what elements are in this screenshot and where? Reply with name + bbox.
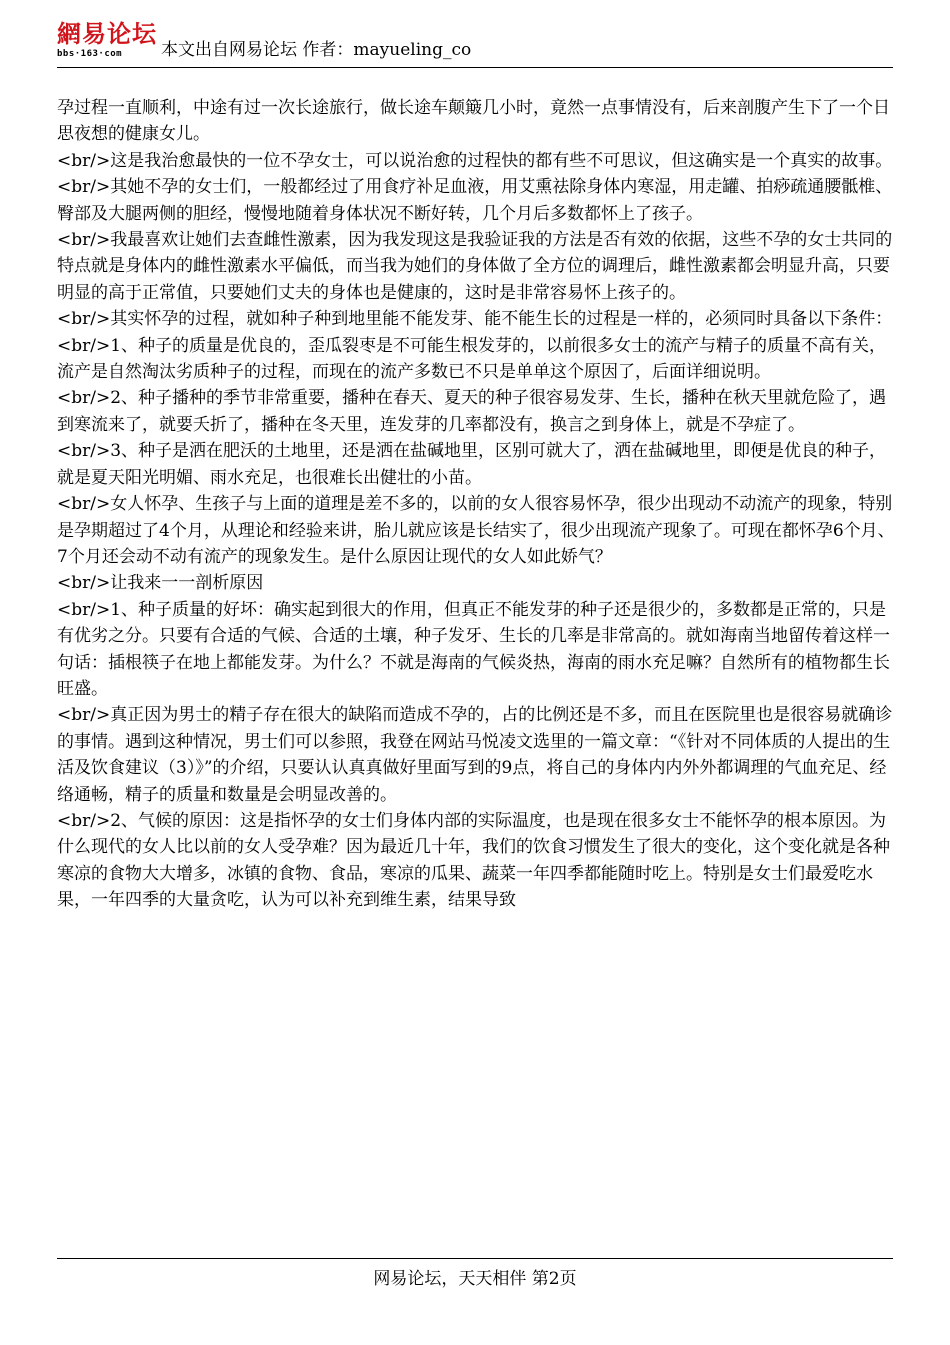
paragraph: <br/>这是我治愈最快的一位不孕女士，可以说治愈的过程快的都有些不可思议，但这确实是一个真实的故事。 bbox=[57, 150, 893, 171]
paragraph: <br/>2、气候的原因：这是指怀孕的女士们身体内部的实际温度，也是现在很多女士不能怀孕的根本原因。为什么现代的女人比以前的女人受孕难？因为最近几十年，我们的饮食习惯发生了很大的变化，这个变化就是各种寒凉的食物大大增多，冰镇的食物、食品，寒凉的瓜果、蔬菜一年四季都能随时吃上。特别是女士们最爱吃水果，一年四季的大量贪吃，认为可以补充到维生素，结果导致 bbox=[57, 810, 890, 911]
page-footer: 网易论坛，天天相伴 第2页 bbox=[373, 1269, 577, 1289]
logo-title: 網易论坛 bbox=[57, 20, 157, 48]
paragraph: 孕过程一直顺利，中途有过一次长途旅行，做长途车颠簸几小时，竟然一点事情没有，后来剖腹产生下了一个日思夜想的健康女儿。 bbox=[57, 98, 890, 145]
footer-divider bbox=[57, 1258, 893, 1259]
header-divider bbox=[57, 67, 893, 68]
paragraph: <br/>1、种子的质量是优良的，歪瓜裂枣是不可能生根发芽的，以前很多女士的流产与精子的质量不高有关，流产是自然淘汰劣质种子的过程，而现在的流产多数已不只是单单这个原因了，后面详细说明。 bbox=[57, 335, 887, 383]
paragraph: <br/>让我来一一剖析原因 bbox=[57, 573, 264, 594]
paragraph: <br/>1、种子质量的好坏：确实起到很大的作用，但真正不能发芽的种子还是很少的，多数都是正常的，只是有优劣之分。只要有合适的气候、合适的土壤，种子发牙、生长的几率是非常高的。就如海南当地留传着这样一句话：插根筷子在地上都能发芽。为什么？不就是海南的气候炎热，海南的雨水充足嘛？自然所有的植物都生长旺盛。 bbox=[57, 599, 890, 699]
paragraph: <br/>其实怀孕的过程，就如种子种到地里能不能发芽、能不能生长的过程是一样的，必须同时具备以下条件： bbox=[57, 309, 893, 330]
paragraph: <br/>真正因为男士的精子存在很大的缺陷而造成不孕的，占的比例还是不多，而且在医院里也是很容易就确诊的事情。遇到这种情况，男士们可以参照，我登在网站马悦凌文选里的一篇文章：“《针对不同体质的人提出的生活及饮食建议（3）》”的介绍，只要认认真真做好里面写到的9点，将自己的身体内内外外都调理的气血充足、经络通畅，精子的质量和数量是会明显改善的。 bbox=[57, 705, 893, 805]
paragraph: <br/>3、种子是洒在肥沃的土地里，还是洒在盐碱地里，区别可就大了，洒在盐碱地里，即便是优良的种子，就是夏天阳光明媚、雨水充足，也很难长出健壮的小苗。 bbox=[57, 441, 887, 488]
article-body bbox=[57, 95, 897, 914]
logo-domain: bbs·163·com bbox=[57, 49, 123, 59]
paragraph: <br/>女人怀孕、生孩子与上面的道理是差不多的，以前的女人很容易怀孕，很少出现动不动流产的现象，特别是孕期超过了4个月，从理论和经验来讲，胎儿就应该是长结实了，很少出现流产现象了。可现在都怀孕6个月、7个月还会动不动有流产的现象发生。是什么原因让现代的女人如此娇气？ bbox=[57, 494, 895, 567]
page-header bbox=[57, 18, 893, 68]
paragraph: <br/>2、种子播种的季节非常重要，播种在春天、夏天的种子很容易发芽、生长，播种在秋天里就危险了，遇到寒流来了，就要夭折了，播种在冬天里，连发芽的几率都没有，换言之到身体上，就是不孕症了。 bbox=[57, 388, 887, 435]
paragraph: <br/>其她不孕的女士们，一般都经过了用食疗补足血液，用艾熏祛除身体内寒湿，用走罐、拍痧疏通腰骶椎、臀部及大腿两侧的胆经，慢慢地随着身体状况不断好转，几个月后多数都怀上了孩子。 bbox=[57, 177, 893, 224]
paragraph: <br/>我最喜欢让她们去查雌性激素，因为我发现这是我验证我的方法是否有效的依据，这些不孕的女士共同的特点就是身体内的雌性激素水平偏低，而当我为她们的身体做了全方位的调理后，雌性激素都会明显升高，只要明显的高于正常值，只要她们丈夫的身体也是健康的，这时是非常容易怀上孩子的。 bbox=[57, 230, 893, 303]
netease-forum-logo bbox=[57, 20, 167, 64]
source-attribution: 本文出自网易论坛 作者：mayueling_co bbox=[161, 40, 472, 60]
